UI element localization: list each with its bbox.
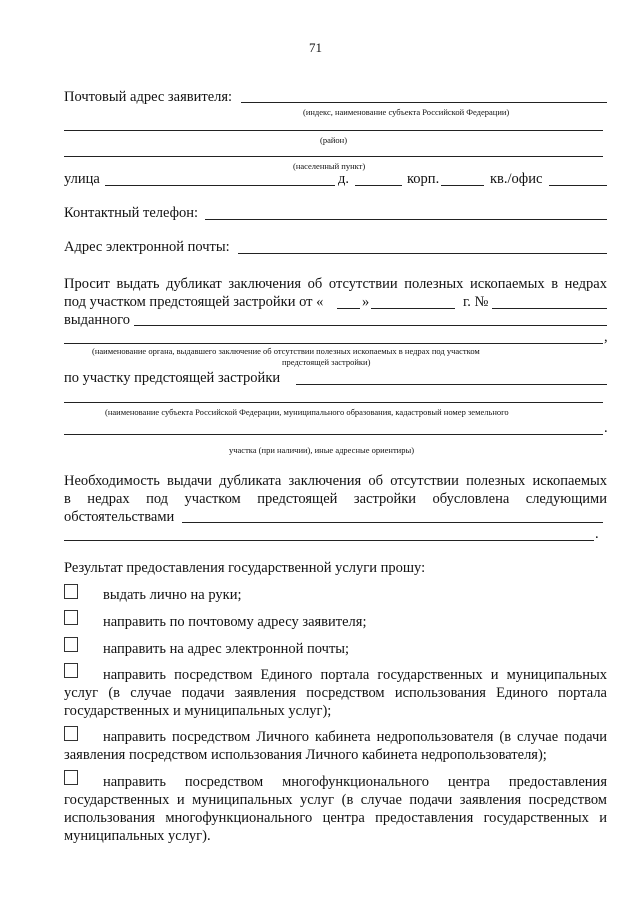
page-number: 71 <box>309 40 322 55</box>
district-line[interactable] <box>64 130 603 131</box>
option-mfc-l4: муниципальных услуг). <box>64 828 211 844</box>
year-number-label: г. № <box>463 294 489 310</box>
option-subsoil-cabinet-l2: заявления посредством использования Личного кабинета недропользователя); <box>64 747 547 763</box>
request-line1: Просит выдать дубликат заключения об отсутствии полезных ископаемых в недрах <box>64 276 607 292</box>
postal-index-line[interactable] <box>241 102 607 103</box>
issued-label: выданного <box>64 312 131 328</box>
block-line[interactable] <box>441 185 484 186</box>
street-label: улица <box>64 171 100 187</box>
checkbox-unified-portal[interactable] <box>64 663 78 678</box>
circumstances-line-2[interactable] <box>64 540 594 541</box>
house-label: д. <box>338 171 350 187</box>
plot-period: . <box>604 420 608 436</box>
plot-line[interactable] <box>296 384 607 385</box>
option-subsoil-cabinet-l1: направить посредством Личного кабинета недропользователя (в случае подачи <box>103 729 607 745</box>
circumstances-period: . <box>595 526 599 542</box>
house-line[interactable] <box>355 185 402 186</box>
phone-label: Контактный телефон: <box>64 205 199 221</box>
checkbox-subsoil-cabinet[interactable] <box>64 726 78 741</box>
conclusion-number-line[interactable] <box>492 308 607 309</box>
locality-hint: (населенный пункт) <box>293 161 366 171</box>
option-by-email: направить на адрес электронной почты; <box>103 641 350 657</box>
plot-label: по участку предстоящей застройки <box>64 370 281 386</box>
street-line[interactable] <box>105 185 335 186</box>
phone-line[interactable] <box>205 219 607 220</box>
option-unified-portal-l2: услуг (в случае подачи заявления посредством использования Единого портала <box>64 685 607 701</box>
district-hint: (район) <box>320 135 348 145</box>
plot-line-3[interactable] <box>64 434 603 435</box>
apartment-label: кв./офис <box>490 171 543 187</box>
plot-line-2[interactable] <box>64 402 603 403</box>
organ-hint-1: (наименование органа, выдавшего заключение об отсутствии полезных ископаемых в недрах под участком <box>92 346 480 356</box>
necessity-line2: в недрах под участком предстоящей застройки обусловлена следующими <box>64 491 607 507</box>
postal-address-label: Почтовый адрес заявителя: <box>64 89 233 105</box>
necessity-line1: Необходимость выдачи дубликата заключения об отсутствии полезных ископаемых <box>64 473 607 489</box>
issued-by-line-2[interactable] <box>64 343 603 344</box>
checkbox-mfc[interactable] <box>64 770 78 785</box>
necessity-line3: обстоятельствами <box>64 509 175 525</box>
locality-line[interactable] <box>64 156 603 157</box>
email-label: Адрес электронной почты: <box>64 239 230 255</box>
issued-by-line[interactable] <box>134 325 607 326</box>
plot-hint-1: (наименование субъекта Российской Федерации, муниципального образования, кадастровый номер земельного <box>105 407 509 417</box>
apartment-line[interactable] <box>549 185 607 186</box>
checkbox-by-email[interactable] <box>64 637 78 652</box>
option-mfc-l3: использования многофункционального центра предоставления государственных и <box>64 810 607 826</box>
postal-index-hint: (индекс, наименование субъекта Российской Федерации) <box>303 107 510 117</box>
circumstances-line[interactable] <box>182 522 603 523</box>
request-line2-start: под участком предстоящей застройки от « <box>64 294 324 310</box>
email-line[interactable] <box>238 253 607 254</box>
day-line[interactable] <box>337 308 360 309</box>
result-heading: Результат предоставления государственной услуги прошу: <box>64 560 426 576</box>
organ-hint-2: предстоящей застройки) <box>282 357 371 367</box>
request-line2-mid: » <box>362 294 370 310</box>
option-in-person: выдать лично на руки; <box>103 587 242 603</box>
option-unified-portal-l1: направить посредством Единого портала государственных и муниципальных <box>103 667 607 683</box>
issued-comma: , <box>604 329 608 345</box>
plot-hint-2: участка (при наличии), иные адресные ориентиры) <box>229 445 415 455</box>
option-unified-portal-l3: государственных и муниципальных услуг); <box>64 703 332 719</box>
checkbox-by-mail[interactable] <box>64 610 78 625</box>
option-mfc-l2: государственных и муниципальных услуг (в случае подачи заявления посредством <box>64 792 607 808</box>
month-line[interactable] <box>371 308 455 309</box>
block-label: корп. <box>407 171 440 187</box>
option-by-mail: направить по почтовому адресу заявителя; <box>103 614 367 630</box>
checkbox-in-person[interactable] <box>64 584 78 599</box>
option-mfc-l1: направить посредством многофункционального центра предоставления <box>103 774 607 790</box>
